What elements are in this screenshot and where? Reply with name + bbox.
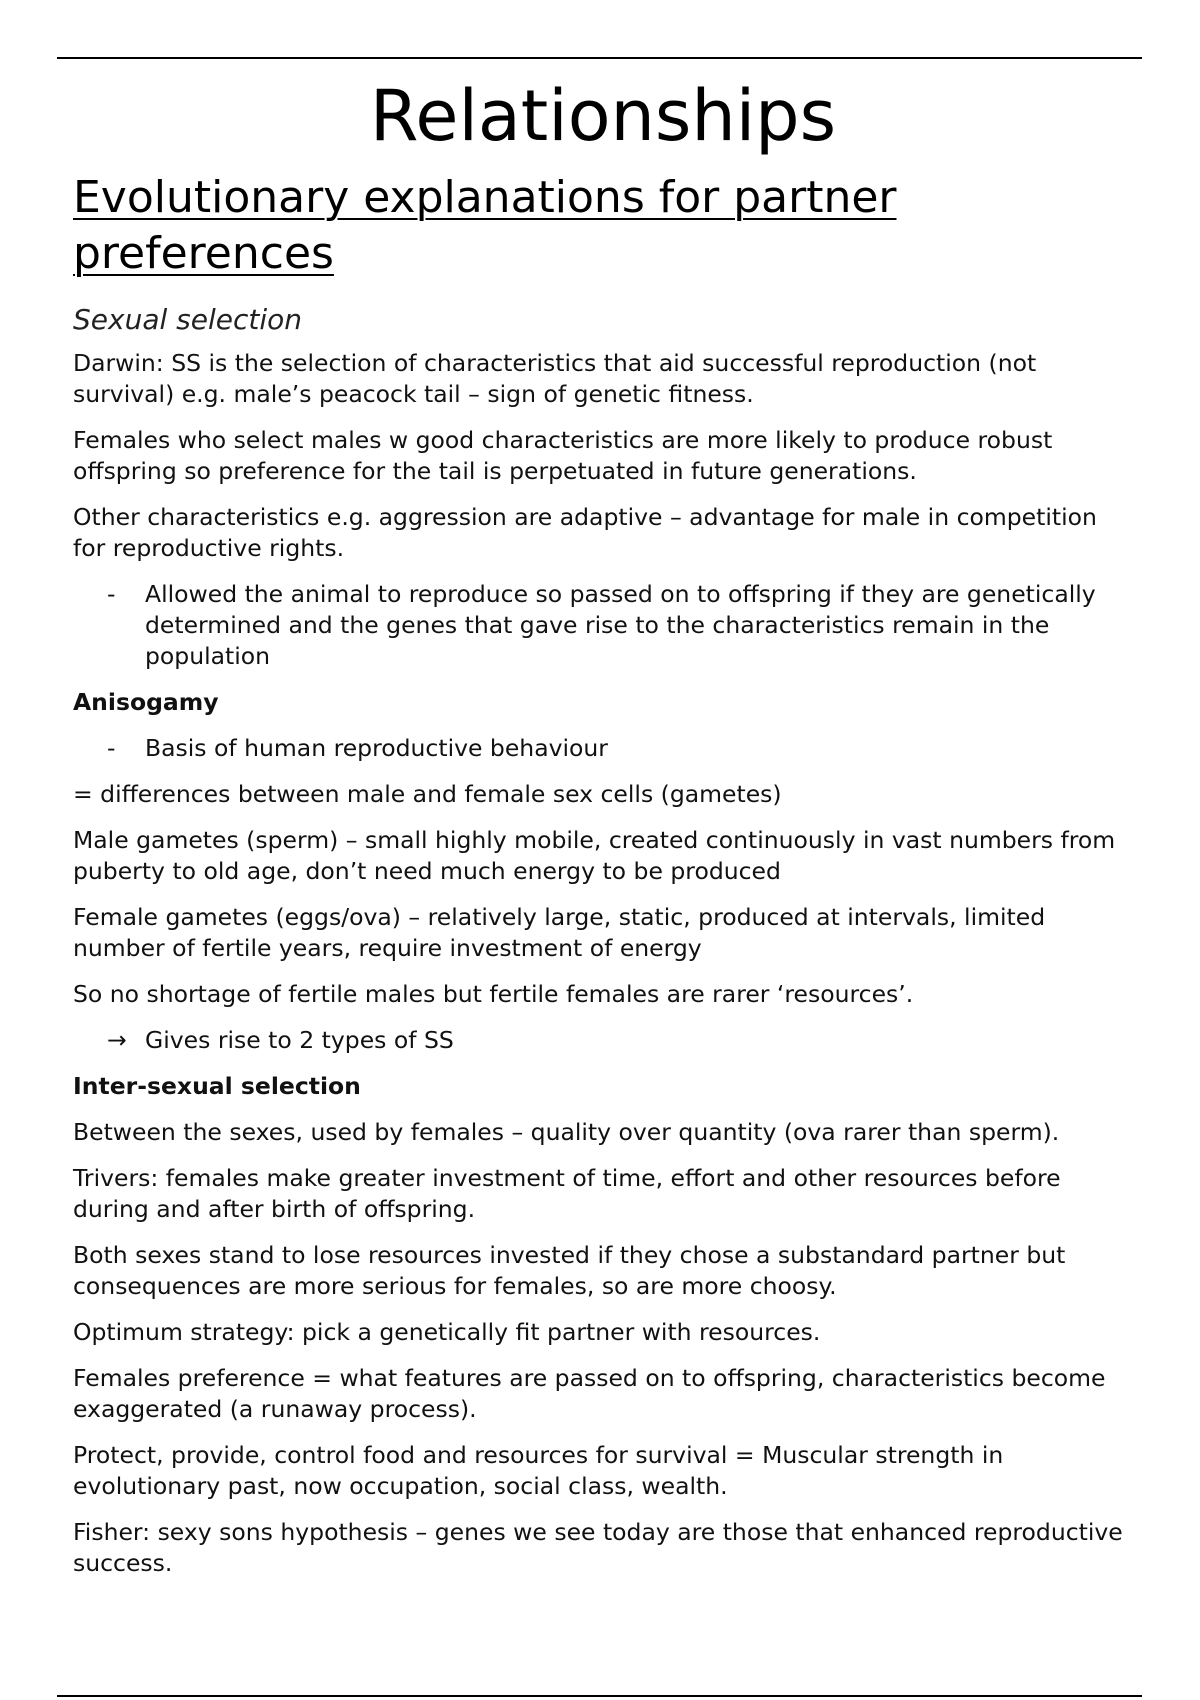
bullet-item: [73, 579, 1133, 672]
bullet-text: Gives rise to 2 types of SS: [145, 1026, 454, 1054]
arrow-bullet-icon: →: [107, 1026, 127, 1054]
paragraph: Females preference = what features are passed on to offspring, characteristics become exaggerated (a runaway process).: [73, 1364, 1106, 1423]
paragraph: Between the sexes, used by females – quality over quantity (ova rarer than sperm).: [73, 1118, 1060, 1146]
paragraph: Female gametes (eggs/ova) – relatively large, static, produced at intervals, limited number of fertile years, require investment of energy: [73, 903, 1046, 962]
bullet-item: [73, 733, 1133, 764]
paragraph: Optimum strategy: pick a genetically fit partner with resources.: [73, 1318, 821, 1346]
document-body: [73, 70, 1133, 1594]
paragraph: Trivers: females make greater investment of time, effort and other resources before during and after birth of offspring.: [73, 1164, 1061, 1223]
dash-bullet-icon: -: [107, 734, 116, 762]
paragraph: Females who select males w good characteristics are more likely to produce robust offspring so preference for the tail is perpetuated in future generations.: [73, 426, 1053, 485]
paragraph: = differences between male and female sex cells (gametes): [73, 780, 782, 808]
bottom-rule: [57, 1695, 1142, 1697]
intersexual-heading: Inter-sexual selection: [73, 1072, 361, 1100]
bullet-text: Allowed the animal to reproduce so passed on to offspring if they are genetically determined and the genes that gave rise to the characteristics remain in the population: [145, 580, 1096, 670]
section-heading: Evolutionary explanations for partner preferences: [73, 172, 897, 279]
page-title: Relationships: [369, 75, 837, 157]
dash-bullet-icon: -: [107, 580, 116, 608]
subheading-sexual-selection: Sexual selection: [73, 303, 303, 336]
paragraph: Darwin: SS is the selection of characteristics that aid successful reproduction (not survival) e.g. male’s peacock tail – sign of genetic fitness.: [73, 349, 1037, 408]
paragraph: So no shortage of fertile males but fertile females are rarer ‘resources’.: [73, 980, 914, 1008]
top-rule: [57, 57, 1142, 59]
bullet-text: Basis of human reproductive behaviour: [145, 734, 608, 762]
anisogamy-heading: Anisogamy: [73, 688, 219, 716]
paragraph: Both sexes stand to lose resources invested if they chose a substandard partner but consequences are more serious for females, so are more choosy.: [73, 1241, 1066, 1300]
bullet-item: [73, 1025, 1133, 1056]
paragraph: Male gametes (sperm) – small highly mobile, created continuously in vast numbers from puberty to old age, don’t need much energy to be produced: [73, 826, 1116, 885]
paragraph: Fisher: sexy sons hypothesis – genes we see today are those that enhanced reproductive success.: [73, 1518, 1123, 1577]
paragraph: Protect, provide, control food and resources for survival = Muscular strength in evolutionary past, now occupation, social class, wealth.: [73, 1441, 1004, 1500]
paragraph: Other characteristics e.g. aggression are adaptive – advantage for male in competition for reproductive rights.: [73, 503, 1097, 562]
